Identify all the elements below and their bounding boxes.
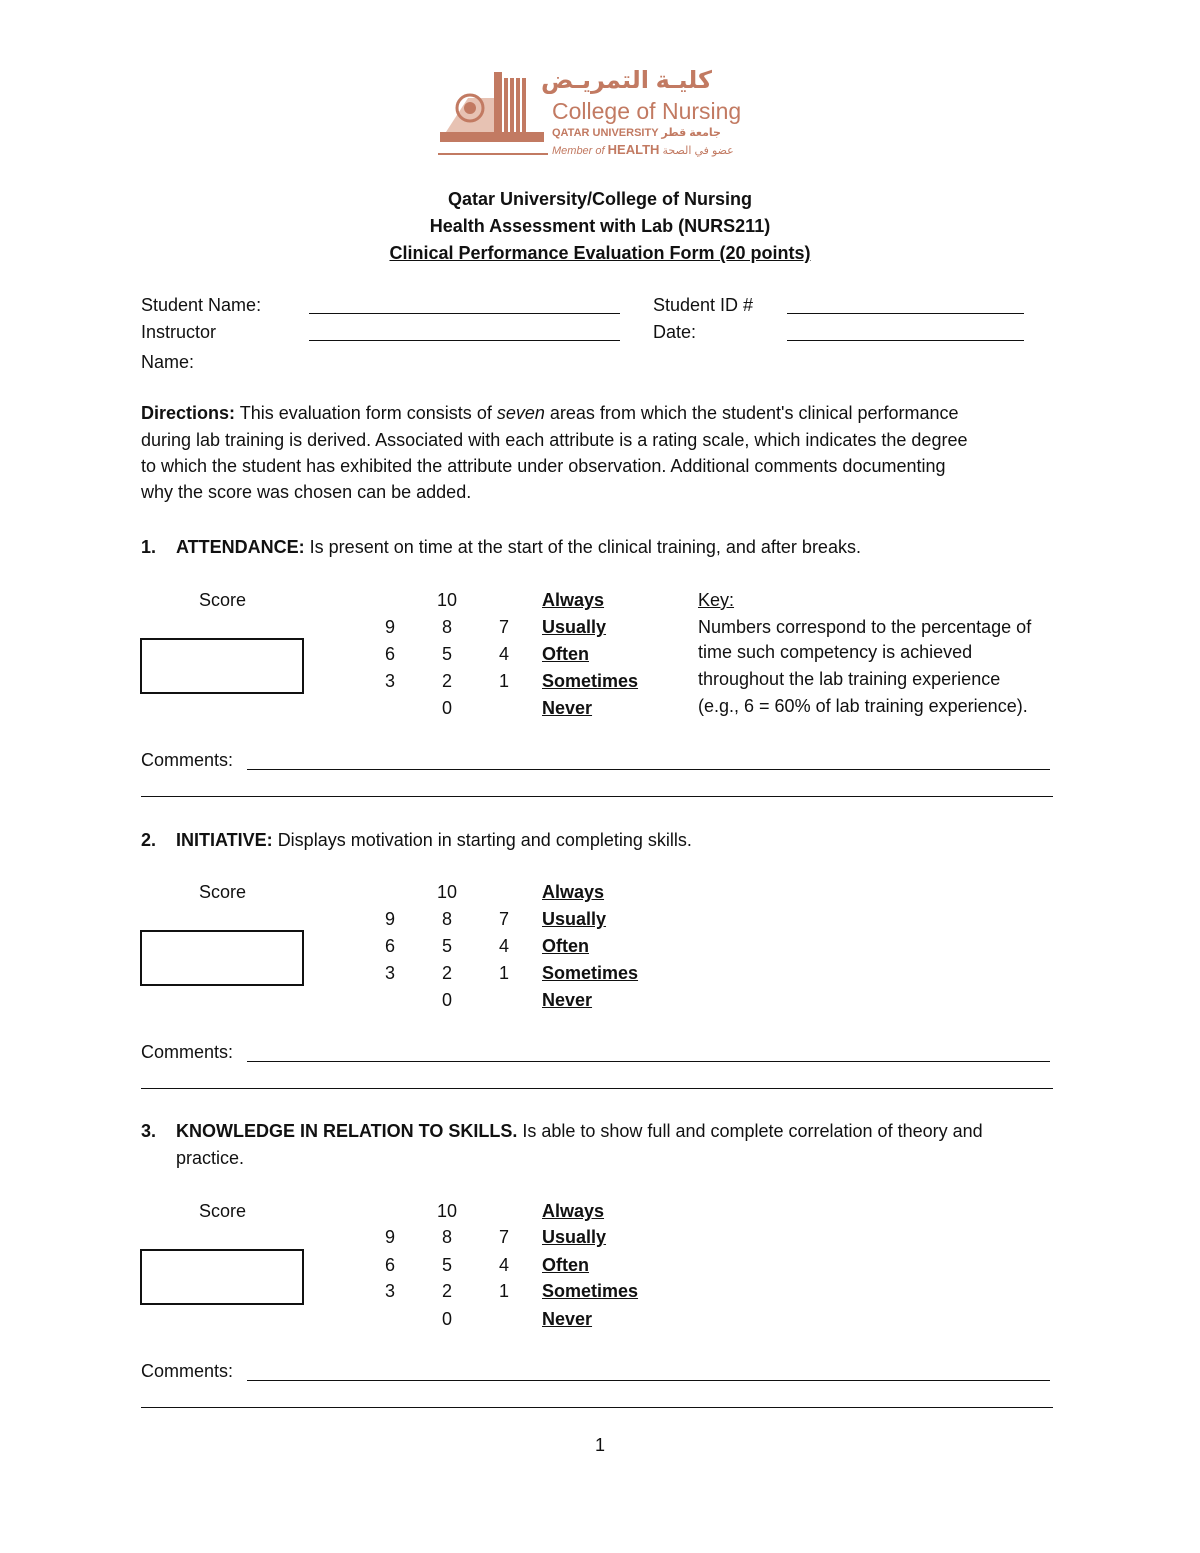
header-line-2: Health Assessment with Lab (NURS211) xyxy=(429,216,771,236)
comments-field-line-2[interactable] xyxy=(141,1407,1053,1408)
comments-field[interactable] xyxy=(247,1061,1050,1062)
instructor-label: Instructor xyxy=(141,322,217,342)
section-title: ATTENDANCE: xyxy=(176,537,305,557)
directions-line-2: during lab training is derived. Associated with each attribute is a rating scale, which indicates the degree xyxy=(141,430,968,450)
scale-value: 0 xyxy=(441,1309,452,1329)
score-label: Score xyxy=(199,590,247,610)
scale-label-always: Always xyxy=(542,882,605,902)
directions-text-2: areas from which the student's clinical performance xyxy=(549,403,959,423)
scale-label-sometimes: Sometimes xyxy=(542,1281,639,1301)
college-logo xyxy=(438,66,768,162)
scale-label-never: Never xyxy=(542,698,593,718)
scale-value: 9 xyxy=(384,617,395,637)
key-line: Numbers correspond to the percentage of xyxy=(698,617,1032,637)
comments-field[interactable] xyxy=(247,1380,1050,1381)
directions-line-4: why the score was chosen can be added. xyxy=(141,482,472,502)
date-field[interactable] xyxy=(787,340,1024,341)
scale-label-never: Never xyxy=(542,990,593,1010)
score-label: Score xyxy=(199,1201,247,1221)
scale-label-often: Often xyxy=(542,936,589,956)
score-input-box[interactable] xyxy=(140,1249,304,1305)
scale-value: 4 xyxy=(498,644,509,664)
logo-member-arabic: عضو في الصحة xyxy=(662,145,734,157)
directions-label: Directions: xyxy=(141,403,236,423)
scale-value: 4 xyxy=(498,1255,509,1275)
name-label: Name: xyxy=(141,352,195,372)
scale-value: 6 xyxy=(384,1255,395,1275)
scale-value: 1 xyxy=(498,963,509,983)
comments-label: Comments: xyxy=(141,1361,234,1381)
logo-member-prefix: Member of xyxy=(552,145,605,157)
key-line: (e.g., 6 = 60% of lab training experience). xyxy=(698,696,1028,716)
directions-text-italic: seven xyxy=(496,403,545,423)
scale-value: 3 xyxy=(384,671,395,691)
scale-value: 8 xyxy=(441,1227,452,1247)
scale-value: 2 xyxy=(441,1281,452,1301)
scale-value: 5 xyxy=(441,936,452,956)
scale-value: 10 xyxy=(436,882,458,902)
section-description: Is able to show full and complete correlation of theory and xyxy=(522,1121,983,1141)
date-label: Date: xyxy=(653,322,697,342)
student-id-label: Student ID # xyxy=(653,295,754,315)
scale-label-sometimes: Sometimes xyxy=(542,963,639,983)
scale-value: 1 xyxy=(498,671,509,691)
key-line: time such competency is achieved xyxy=(698,642,973,662)
scale-label-usually: Usually xyxy=(542,617,607,637)
score-input-box[interactable] xyxy=(140,930,304,986)
logo-member-health: HEALTH xyxy=(607,142,660,157)
section-number: 3. xyxy=(141,1121,157,1141)
student-name-label: Student Name: xyxy=(141,295,262,315)
scale-label-always: Always xyxy=(542,1201,605,1221)
key-title: Key: xyxy=(698,590,735,610)
scale-label-sometimes: Sometimes xyxy=(542,671,639,691)
scale-value: 8 xyxy=(441,617,452,637)
section-heading xyxy=(176,1121,983,1142)
key-line: throughout the lab training experience xyxy=(698,669,1001,689)
scale-value: 6 xyxy=(384,644,395,664)
scale-label-never: Never xyxy=(542,1309,593,1329)
section-heading xyxy=(176,537,861,558)
comments-field-line-2[interactable] xyxy=(141,796,1053,797)
scale-value: 9 xyxy=(384,1227,395,1247)
scale-value: 0 xyxy=(441,990,452,1010)
scale-value: 2 xyxy=(441,963,452,983)
section-description: Is present on time at the start of the clinical training, and after breaks. xyxy=(309,537,861,557)
scale-label-always: Always xyxy=(542,590,605,610)
scale-value: 1 xyxy=(498,1281,509,1301)
comments-label: Comments: xyxy=(141,750,234,770)
comments-label: Comments: xyxy=(141,1042,234,1062)
college-emblem-icon xyxy=(438,68,550,160)
scale-value: 5 xyxy=(441,1255,452,1275)
section-title: INITIATIVE: xyxy=(176,830,273,850)
section-number: 1. xyxy=(141,537,157,557)
directions-text-1: This evaluation form consists of xyxy=(239,403,492,423)
scale-label-usually: Usually xyxy=(542,1227,607,1247)
student-id-field[interactable] xyxy=(787,313,1024,314)
scale-value: 8 xyxy=(441,909,452,929)
logo-arabic-title: كليـة التمريـض xyxy=(541,67,712,94)
section-description: Displays motivation in starting and completing skills. xyxy=(277,830,692,850)
scale-value: 4 xyxy=(498,936,509,956)
header-line-1: Qatar University/College of Nursing xyxy=(447,189,753,209)
scale-value: 0 xyxy=(441,698,452,718)
page-title: Clinical Performance Evaluation Form (20 points) xyxy=(389,243,811,263)
directions-line-3: to which the student has exhibited the attribute under observation. Additional comments documenting xyxy=(141,456,946,476)
directions-line-1 xyxy=(141,403,959,424)
student-name-field[interactable] xyxy=(309,313,620,314)
section-title: KNOWLEDGE IN RELATION TO SKILLS. xyxy=(176,1121,518,1141)
logo-english-title: College of Nursing xyxy=(552,98,742,124)
comments-field-line-2[interactable] xyxy=(141,1088,1053,1089)
scale-label-often: Often xyxy=(542,1255,589,1275)
section-number: 2. xyxy=(141,830,157,850)
score-input-box[interactable] xyxy=(140,638,304,694)
scale-value: 3 xyxy=(384,1281,395,1301)
page-number: 1 xyxy=(594,1435,605,1455)
scale-value: 7 xyxy=(498,617,509,637)
instructor-name-field[interactable] xyxy=(309,340,620,341)
scale-label-usually: Usually xyxy=(542,909,607,929)
scale-value: 3 xyxy=(384,963,395,983)
scale-value: 7 xyxy=(498,909,509,929)
scale-value: 10 xyxy=(436,590,458,610)
scale-value: 9 xyxy=(384,909,395,929)
section-description-cont: practice. xyxy=(176,1148,245,1168)
scale-value: 2 xyxy=(441,671,452,691)
scale-label-often: Often xyxy=(542,644,589,664)
section-heading xyxy=(176,830,692,851)
score-label: Score xyxy=(199,882,247,902)
scale-value: 6 xyxy=(384,936,395,956)
scale-value: 5 xyxy=(441,644,452,664)
scale-value: 10 xyxy=(436,1201,458,1221)
logo-member-line xyxy=(552,142,734,157)
scale-value: 7 xyxy=(498,1227,509,1247)
logo-university-line: QATAR UNIVERSITY جامعة قطر xyxy=(552,127,721,139)
comments-field[interactable] xyxy=(247,769,1050,770)
